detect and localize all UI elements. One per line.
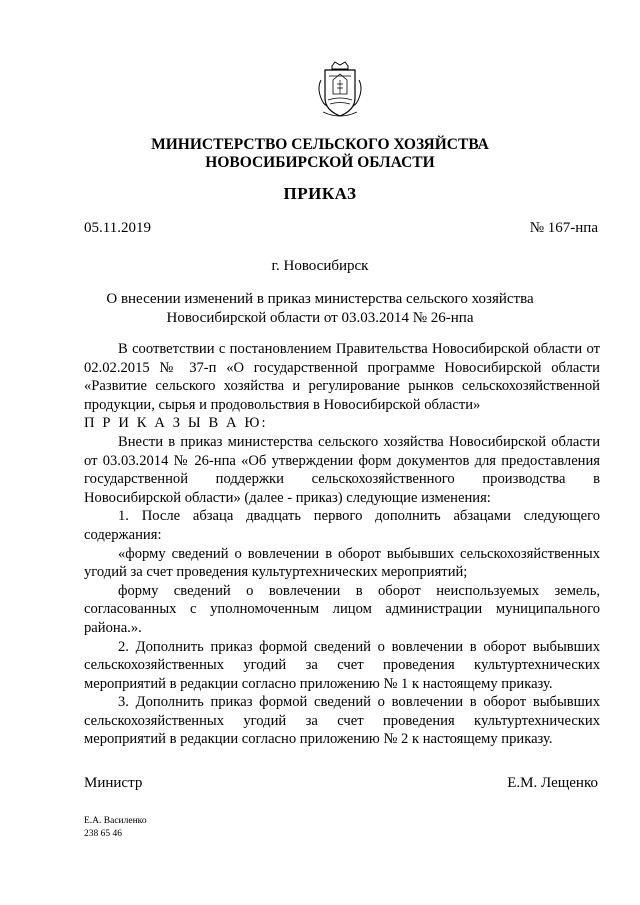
preamble-paragraph: В соответствии с постановлением Правительства Новосибирской области от 02.02.2015 № 37-п «О государственной программе Новосибирской области «Развитие сельского хозяйства и регулирование рынков сельскохозяйственной продукции, сырья и продовольствия в Новосибирской области» — [84, 341, 600, 413]
document-date: 05.11.2019 — [84, 220, 151, 236]
document-subject — [0, 290, 640, 328]
document-number: № 167-нпа — [529, 220, 598, 236]
executor-phone: 238 65 46 — [84, 829, 122, 839]
document-city: г. Новосибирск — [271, 258, 369, 274]
subject-line1: О внесении изменений в приказ министерства сельского хозяйства — [106, 291, 534, 307]
decree-heading: П Р И К А З Ы В А Ю: — [84, 415, 268, 432]
subject-line2: Новосибирской области от 03.03.2014 № 26-нпа — [166, 310, 474, 326]
item-1-paragraph: 1. После абзаца двадцать первого дополнить абзацами следующего содержания: — [84, 508, 600, 543]
executor-name: Е.А. Василенко — [84, 816, 147, 826]
signatory-position: Министр — [84, 775, 143, 791]
inserted-text-paragraph-1: «форму сведений о вовлечении в оборот выбывших сельскохозяйственных угодий за счет проведения культуртехнических мероприятий; — [84, 545, 600, 581]
signatory-name: Е.М. Лещенко — [507, 775, 598, 791]
document-type-title: ПРИКАЗ — [283, 184, 357, 203]
item-2-paragraph: 2. Дополнить приказ формой сведений о вовлечении в оборот выбывших сельскохозяйственных угодий за счет проведения культуртехнических мероприятий в редакции согласно приложению № 1 к настоящему приказу. — [84, 638, 600, 692]
ministry-name-line2: НОВОСИБИРСКОЙ ОБЛАСТИ — [205, 154, 435, 171]
ministry-name-line1: МИНИСТЕРСТВО СЕЛЬСКОГО ХОЗЯЙСТВА — [151, 136, 489, 153]
document-body — [84, 340, 600, 749]
coat-of-arms-icon — [315, 60, 365, 120]
inserted-text-paragraph-2: форму сведений о вовлечении в оборот неиспользуемых земель, согласованных с уполномоченным лицом администрации муниципального района.». — [84, 582, 600, 636]
executor-info — [84, 815, 147, 841]
amendment-intro-paragraph: Внести в приказ министерства сельского хозяйства Новосибирской области от 03.03.2014 № 26-нпа «Об утверждении форм документов для предоставления государственной поддержки сельскохозяйственного производства в Новосибирской области» (далее - приказ) следующие изменения: — [84, 433, 600, 506]
item-3-paragraph: 3. Дополнить приказ формой сведений о вовлечении в оборот выбывших сельскохозяйственных угодий за счет проведения культуртехнических мероприятий в редакции согласно приложению № 2 к настоящему приказу. — [84, 694, 600, 748]
